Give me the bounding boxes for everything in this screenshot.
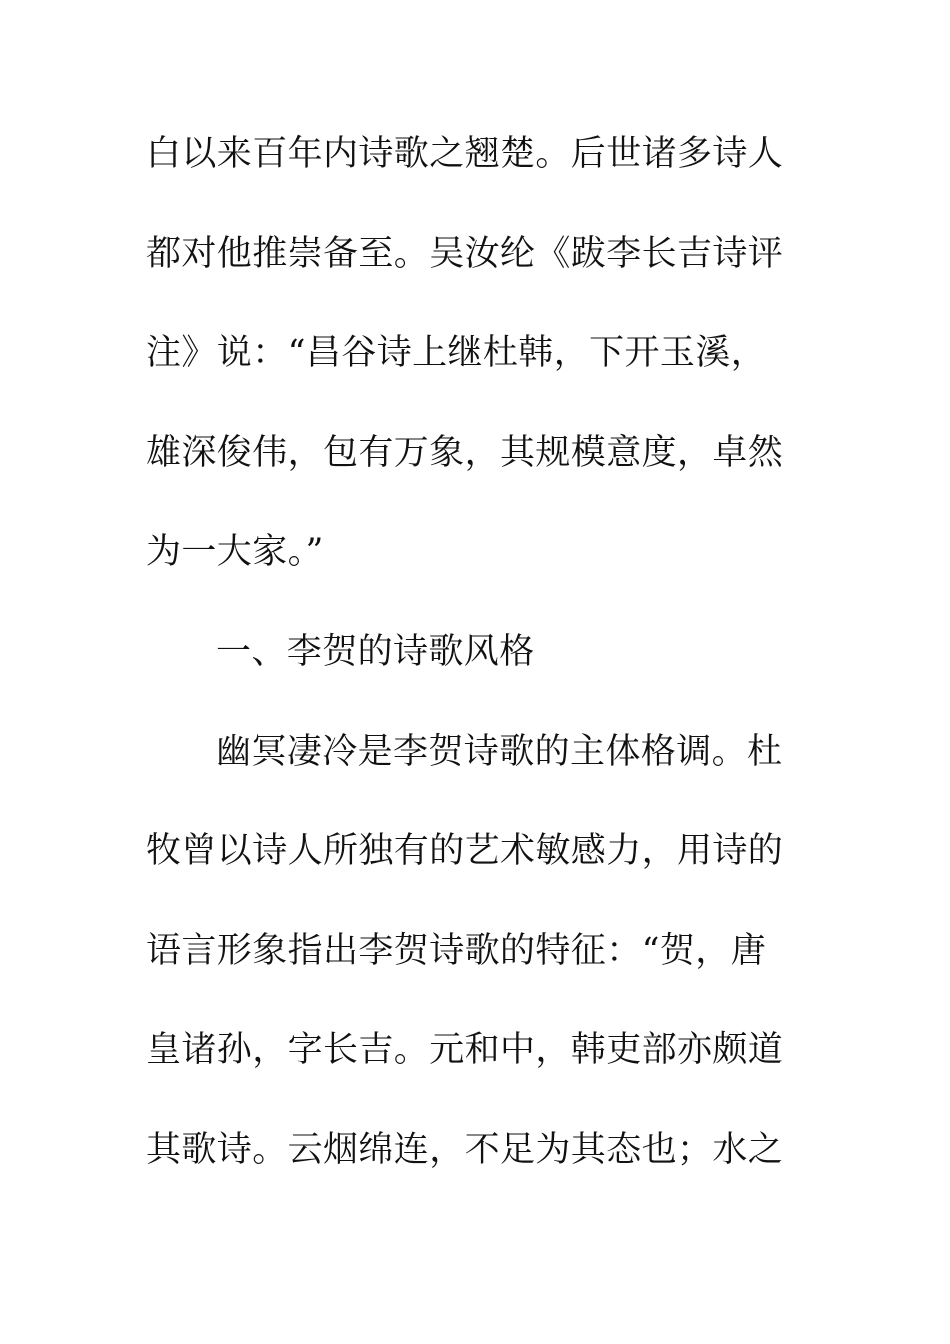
text-line: 语言形象指出李贺诗歌的特征：“贺，唐	[146, 930, 767, 971]
text-line: 其歌诗。云烟绵连，不足为其态也；水之	[146, 1129, 784, 1170]
text-line: 都对他推崇备至。吴汝纶《跋李长吉诗评	[146, 233, 784, 274]
text-line: 牧曾以诗人所独有的艺术敏感力，用诗的	[146, 831, 784, 872]
section-heading: 一、李贺的诗歌风格	[216, 631, 535, 672]
text-line: 白以来百年内诗歌之翘楚。后世诸多诗人	[146, 134, 784, 174]
paragraph-first-line: 幽冥凄冷是李贺诗歌的主体格调。杜	[216, 731, 783, 772]
text-line: 雄深俊伟，包有万象，其规模意度，卓然	[146, 432, 784, 473]
text-line: 皇诸孙，字长吉。元和中，韩吏部亦颇道	[146, 1030, 784, 1071]
text-line: 为一大家。”	[146, 532, 324, 573]
document-body	[146, 125, 786, 1221]
text-line: 注》说：“昌谷诗上继杜韩，下开玉溪，	[146, 333, 767, 374]
